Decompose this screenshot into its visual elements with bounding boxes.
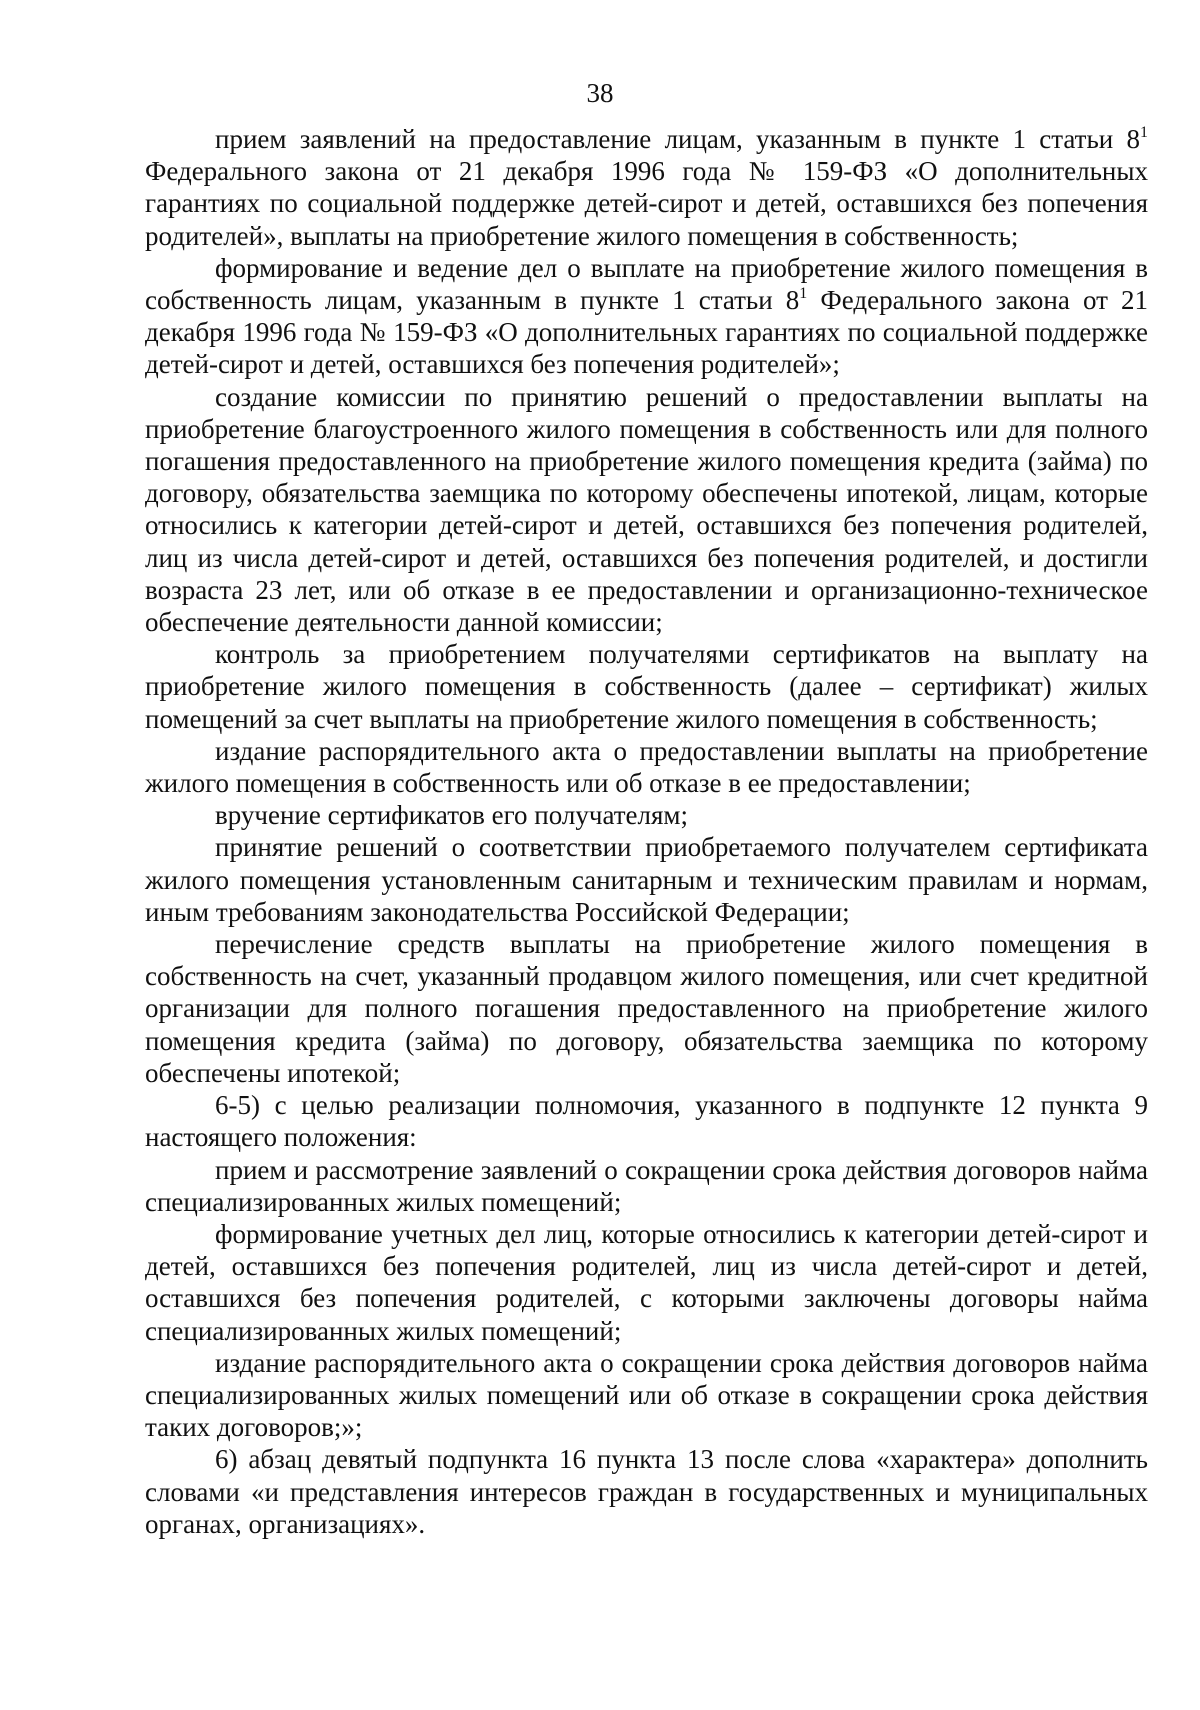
paragraph-text: Федерального закона от 21 декабря 1996 года № 159-ФЗ «О дополнительных гарантиях по социальной поддержке детей-сирот и детей, оставшихся без попечения родителей»;	[145, 285, 1149, 380]
paragraph: формирование учетных дел лиц, которые относились к категории детей-сирот и детей, оставшихся без попечения родителей, лиц из числа детей-сирот и детей, оставшихся без попечения родителей, с которыми заключены договоры найма специализированных жилых помещений;	[145, 1218, 1148, 1346]
paragraph: прием и рассмотрение заявлений о сокращении срока действия договоров найма специализированных жилых помещений;	[145, 1154, 1148, 1217]
paragraph: контроль за приобретением получателями сертификатов на выплату на приобретение жилого помещения в собственность (далее – сертификат) жилых помещений за счет выплаты на приобретение жилого помещения в собственность;	[145, 639, 1148, 734]
document-body	[145, 123, 1148, 1540]
paragraph	[145, 123, 1148, 252]
paragraph-text: прием заявлений на предоставление лицам, указанным в пункте 1 статьи 8	[215, 124, 1140, 154]
paragraph: 6) абзац девятый подпункта 16 пункта 13 после слова «характера» дополнить словами «и представления интересов граждан в государственных и муниципальных органах, организациях».	[145, 1444, 1148, 1539]
paragraph-text: Федерального закона от 21 декабря 1996 года № 159-ФЗ «О дополнительных гарантиях по социальной поддержке детей-сирот и детей, оставшихся без попечения родителей», выплаты на приобретение жилого помещения в собственность;	[145, 156, 1148, 251]
superscript: 1	[799, 285, 808, 303]
paragraph-text: формирование и ведение дел о выплате на приобретение жилого помещения в собственность лицам, указанным в пункте 1 статьи 8	[145, 252, 1148, 316]
paragraph: 6-5) с целью реализации полномочия, указанного в подпункте 12 пункта 9 настоящего положения:	[145, 1090, 1148, 1153]
page-number: 38	[586, 78, 614, 108]
paragraph: издание распорядительного акта о сокращении срока действия договоров найма специализированных жилых помещений или об отказе в сокращении срока действия таких договоров;»;	[145, 1347, 1148, 1443]
paragraph: принятие решений о соответствии приобретаемого получателем сертификата жилого помещения установленным санитарным и техническим правилам и нормам, иным требованиям законодательства Российской Федерации;	[145, 832, 1148, 927]
paragraph: перечисление средств выплаты на приобретение жилого помещения в собственность на счет, указанный продавцом жилого помещения, или счет кредитной организации для полного погашения предоставленного на приобретение жилого помещения кредита (займа) по договору, обязательства заемщика по которому обеспечены ипотекой;	[145, 929, 1148, 1088]
paragraph: вручение сертификатов его получателям;	[215, 800, 688, 831]
paragraph: издание распорядительного акта о предоставлении выплаты на приобретение жилого помещения в собственность или об отказе в ее предоставлении;	[145, 735, 1148, 799]
paragraph: создание комиссии по принятию решений о предоставлении выплаты на приобретение благоустроенного жилого помещения в собственность или для полного погашения предоставленного на приобретение жилого помещения кредита (займа) по договору, обязательства заемщика по которому обеспечены ипотекой, лицам, которые относились к категории детей-сирот и детей, оставшихся без попечения родителей, лиц из числа детей-сирот и детей, оставшихся без попечения родителей, и достигли возраста 23 лет, или об отказе в ее предоставлении и организационно-техническое обеспечение деятельности данной комиссии;	[145, 381, 1148, 638]
superscript: 1	[1140, 124, 1148, 141]
paragraph	[145, 252, 1148, 381]
